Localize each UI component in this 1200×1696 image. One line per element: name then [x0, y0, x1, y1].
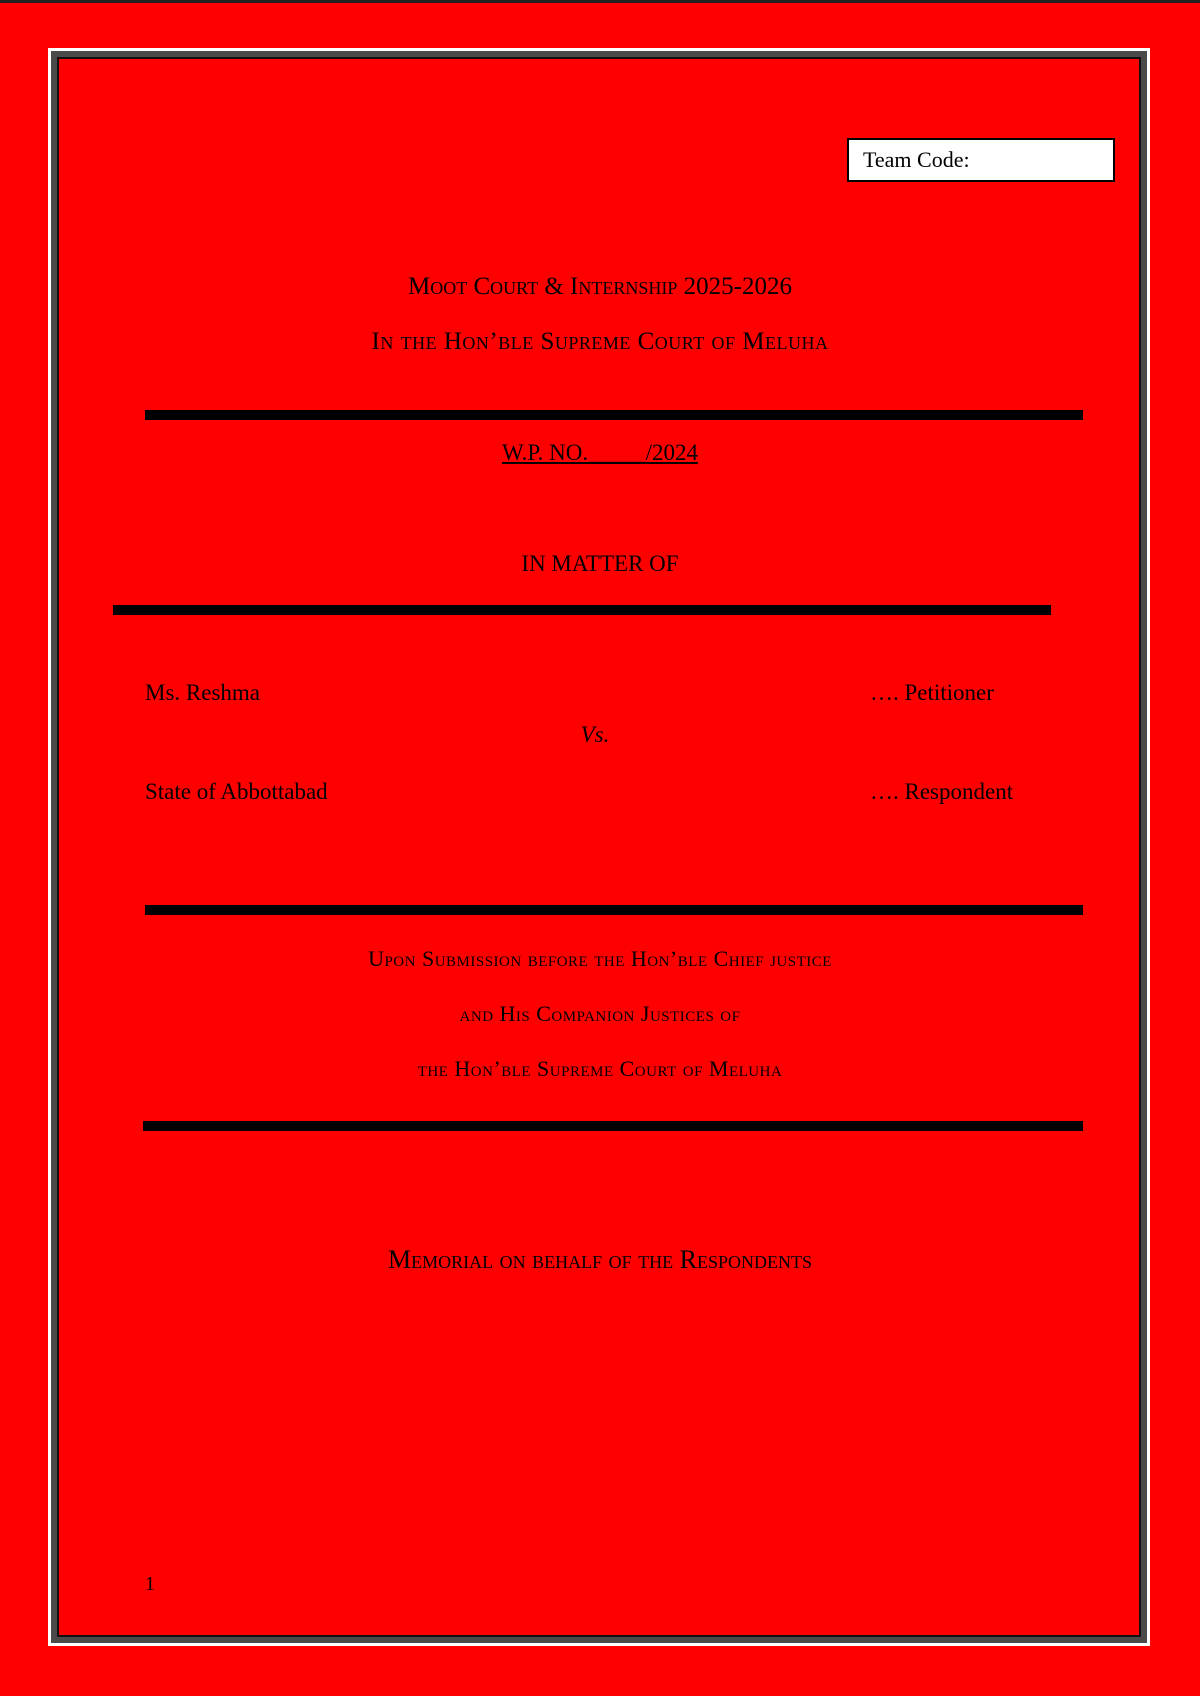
submission-line-1: Upon Submission before the Hon’ble Chief justice — [368, 946, 832, 971]
header-court-title: In the Hon’ble Supreme Court of Meluha — [371, 328, 829, 355]
top-edge-line — [0, 0, 1200, 3]
submission-line-2: and His Companion Justices of — [459, 1001, 741, 1026]
page-number: 1 — [145, 1573, 155, 1595]
divider-rule — [113, 605, 1051, 615]
respondent-role: …. Respondent — [870, 779, 1014, 804]
respondent-name: State of Abbottabad — [145, 779, 328, 804]
case-number: W.P. NO._____/2024 — [502, 440, 698, 465]
divider-rule — [143, 1121, 1083, 1131]
divider-rule — [145, 410, 1083, 420]
memorial-title: Memorial on behalf of the Respondents — [388, 1245, 812, 1274]
petitioner-name: Ms. Reshma — [145, 680, 260, 705]
matter-heading: IN MATTER OF — [521, 551, 679, 576]
team-code-label: Team Code: — [863, 147, 970, 172]
petitioner-role: …. Petitioner — [870, 680, 994, 705]
team-code-box[interactable] — [847, 138, 1115, 182]
submission-line-3: the Hon’ble Supreme Court of Meluha — [417, 1056, 783, 1081]
divider-rule — [145, 905, 1083, 915]
versus-label: Vs. — [580, 722, 610, 747]
header-event-title: Moot Court & Internship 2025-2026 — [408, 273, 792, 300]
